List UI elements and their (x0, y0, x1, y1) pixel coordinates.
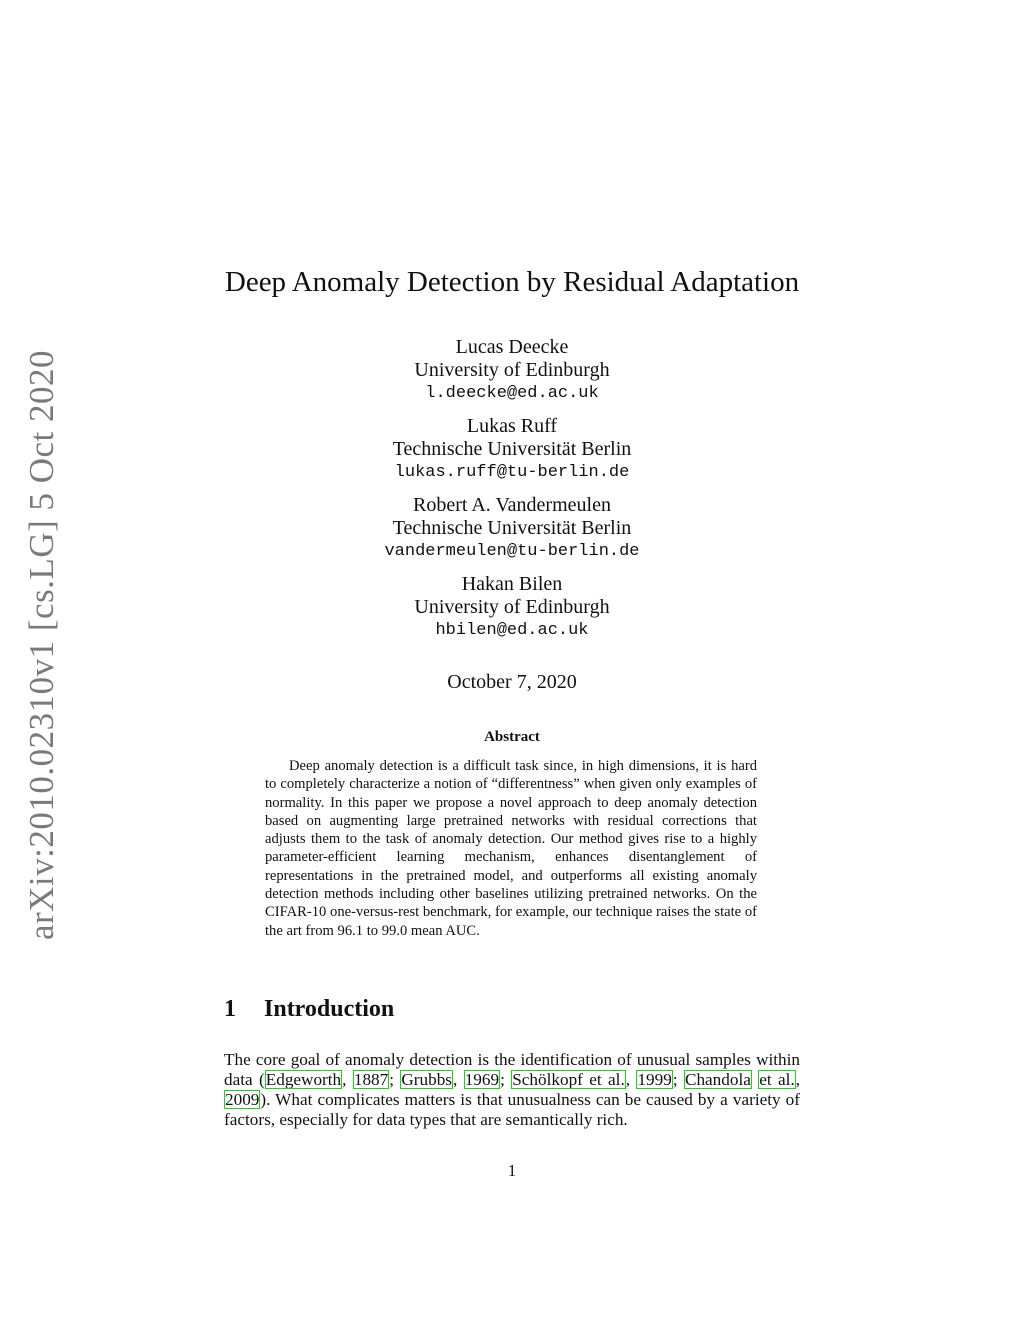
arxiv-identifier-stamp: arXiv:2010.02310v1 [cs.LG] 5 Oct 2020 (22, 349, 61, 941)
author-block (0, 573, 1024, 643)
author-name: Lucas Deecke (455, 336, 569, 358)
section-number: 1 (224, 996, 236, 1022)
author-name: Lukas Ruff (466, 415, 558, 437)
abstract-text: Deep anomaly detection is a difficult task since, in high dimensions, it is hard to completely characterize a notion of “differentness” when given only examples of normality. In this paper we propose a novel approach to deep anomaly detection based on augmenting large pretrained networks with residual corrections that adjusts them to the task of anomaly detection. Our method gives rise to a highly parameter-efficient learning mechanism, enhances disentanglement of representations in the pretrained model, and outperforms all existing anomaly detection methods including other baselines utilizing pretrained networks. On the CIFAR-10 one-versus-rest benchmark, for example, our technique raises the state of the art from 96.1 to 99.0 mean AUC. (265, 758, 757, 939)
page-number: 1 (507, 1161, 517, 1180)
author-affiliation: University of Edinburgh (414, 596, 610, 618)
intro-text-before: The core goal of anomaly detection is the identification of unusual samples within data ( (224, 1050, 800, 1089)
intro-text-after: ). What complicates matters is that unusualness can be caused by a variety of factors, especially for data types that are semantically rich. (224, 1090, 800, 1129)
author-email: l.deecke@ed.ac.uk (425, 384, 599, 403)
citation-link-chandola[interactable]: Chandola (685, 1070, 751, 1089)
author-affiliation: Technische Universität Berlin (392, 438, 632, 460)
author-email: hbilen@ed.ac.uk (435, 621, 589, 640)
author-block (0, 415, 1024, 485)
publication-date: October 7, 2020 (447, 671, 577, 693)
author-name: Robert A. Vandermeulen (413, 494, 611, 516)
author-affiliation: University of Edinburgh (414, 359, 610, 381)
citation-link-grubbs[interactable]: Grubbs (401, 1070, 452, 1089)
author-email: lukas.ruff@tu-berlin.de (394, 463, 630, 482)
author-name: Hakan Bilen (461, 573, 563, 595)
author-list (0, 336, 1024, 652)
author-block (0, 494, 1024, 564)
citation-link-scholkopf[interactable]: Schölkopf et al. (512, 1070, 625, 1089)
paper-title: Deep Anomaly Detection by Residual Adaptation (224, 266, 800, 298)
abstract-heading: Abstract (484, 729, 540, 745)
section-heading (224, 996, 394, 1023)
citation-link-chandola-cont[interactable]: et al. (759, 1070, 795, 1089)
citation-link-edgeworth[interactable]: Edgeworth (265, 1070, 342, 1089)
section-title: Introduction (264, 996, 395, 1022)
citation-link-edgeworth-year[interactable]: 1887 (353, 1070, 389, 1089)
author-email: vandermeulen@tu-berlin.de (384, 542, 640, 561)
citation-link-grubbs-year[interactable]: 1969 (464, 1070, 500, 1089)
citation-link-scholkopf-year[interactable]: 1999 (637, 1070, 672, 1089)
author-affiliation: Technische Universität Berlin (392, 517, 632, 539)
author-block (0, 336, 1024, 406)
citation-link-chandola-year[interactable]: 2009 (225, 1090, 260, 1109)
introduction-paragraph: The core goal of anomaly detection is the identification of unusual samples within data (Edgeworth, 1887; Grubbs, 1969; Schölkopf et al., 1999; Chandola et al., 2009). What complicates matters is that unusualness can be caused by a variety of factors, especially for data types that are semantically rich. (224, 1050, 801, 1129)
